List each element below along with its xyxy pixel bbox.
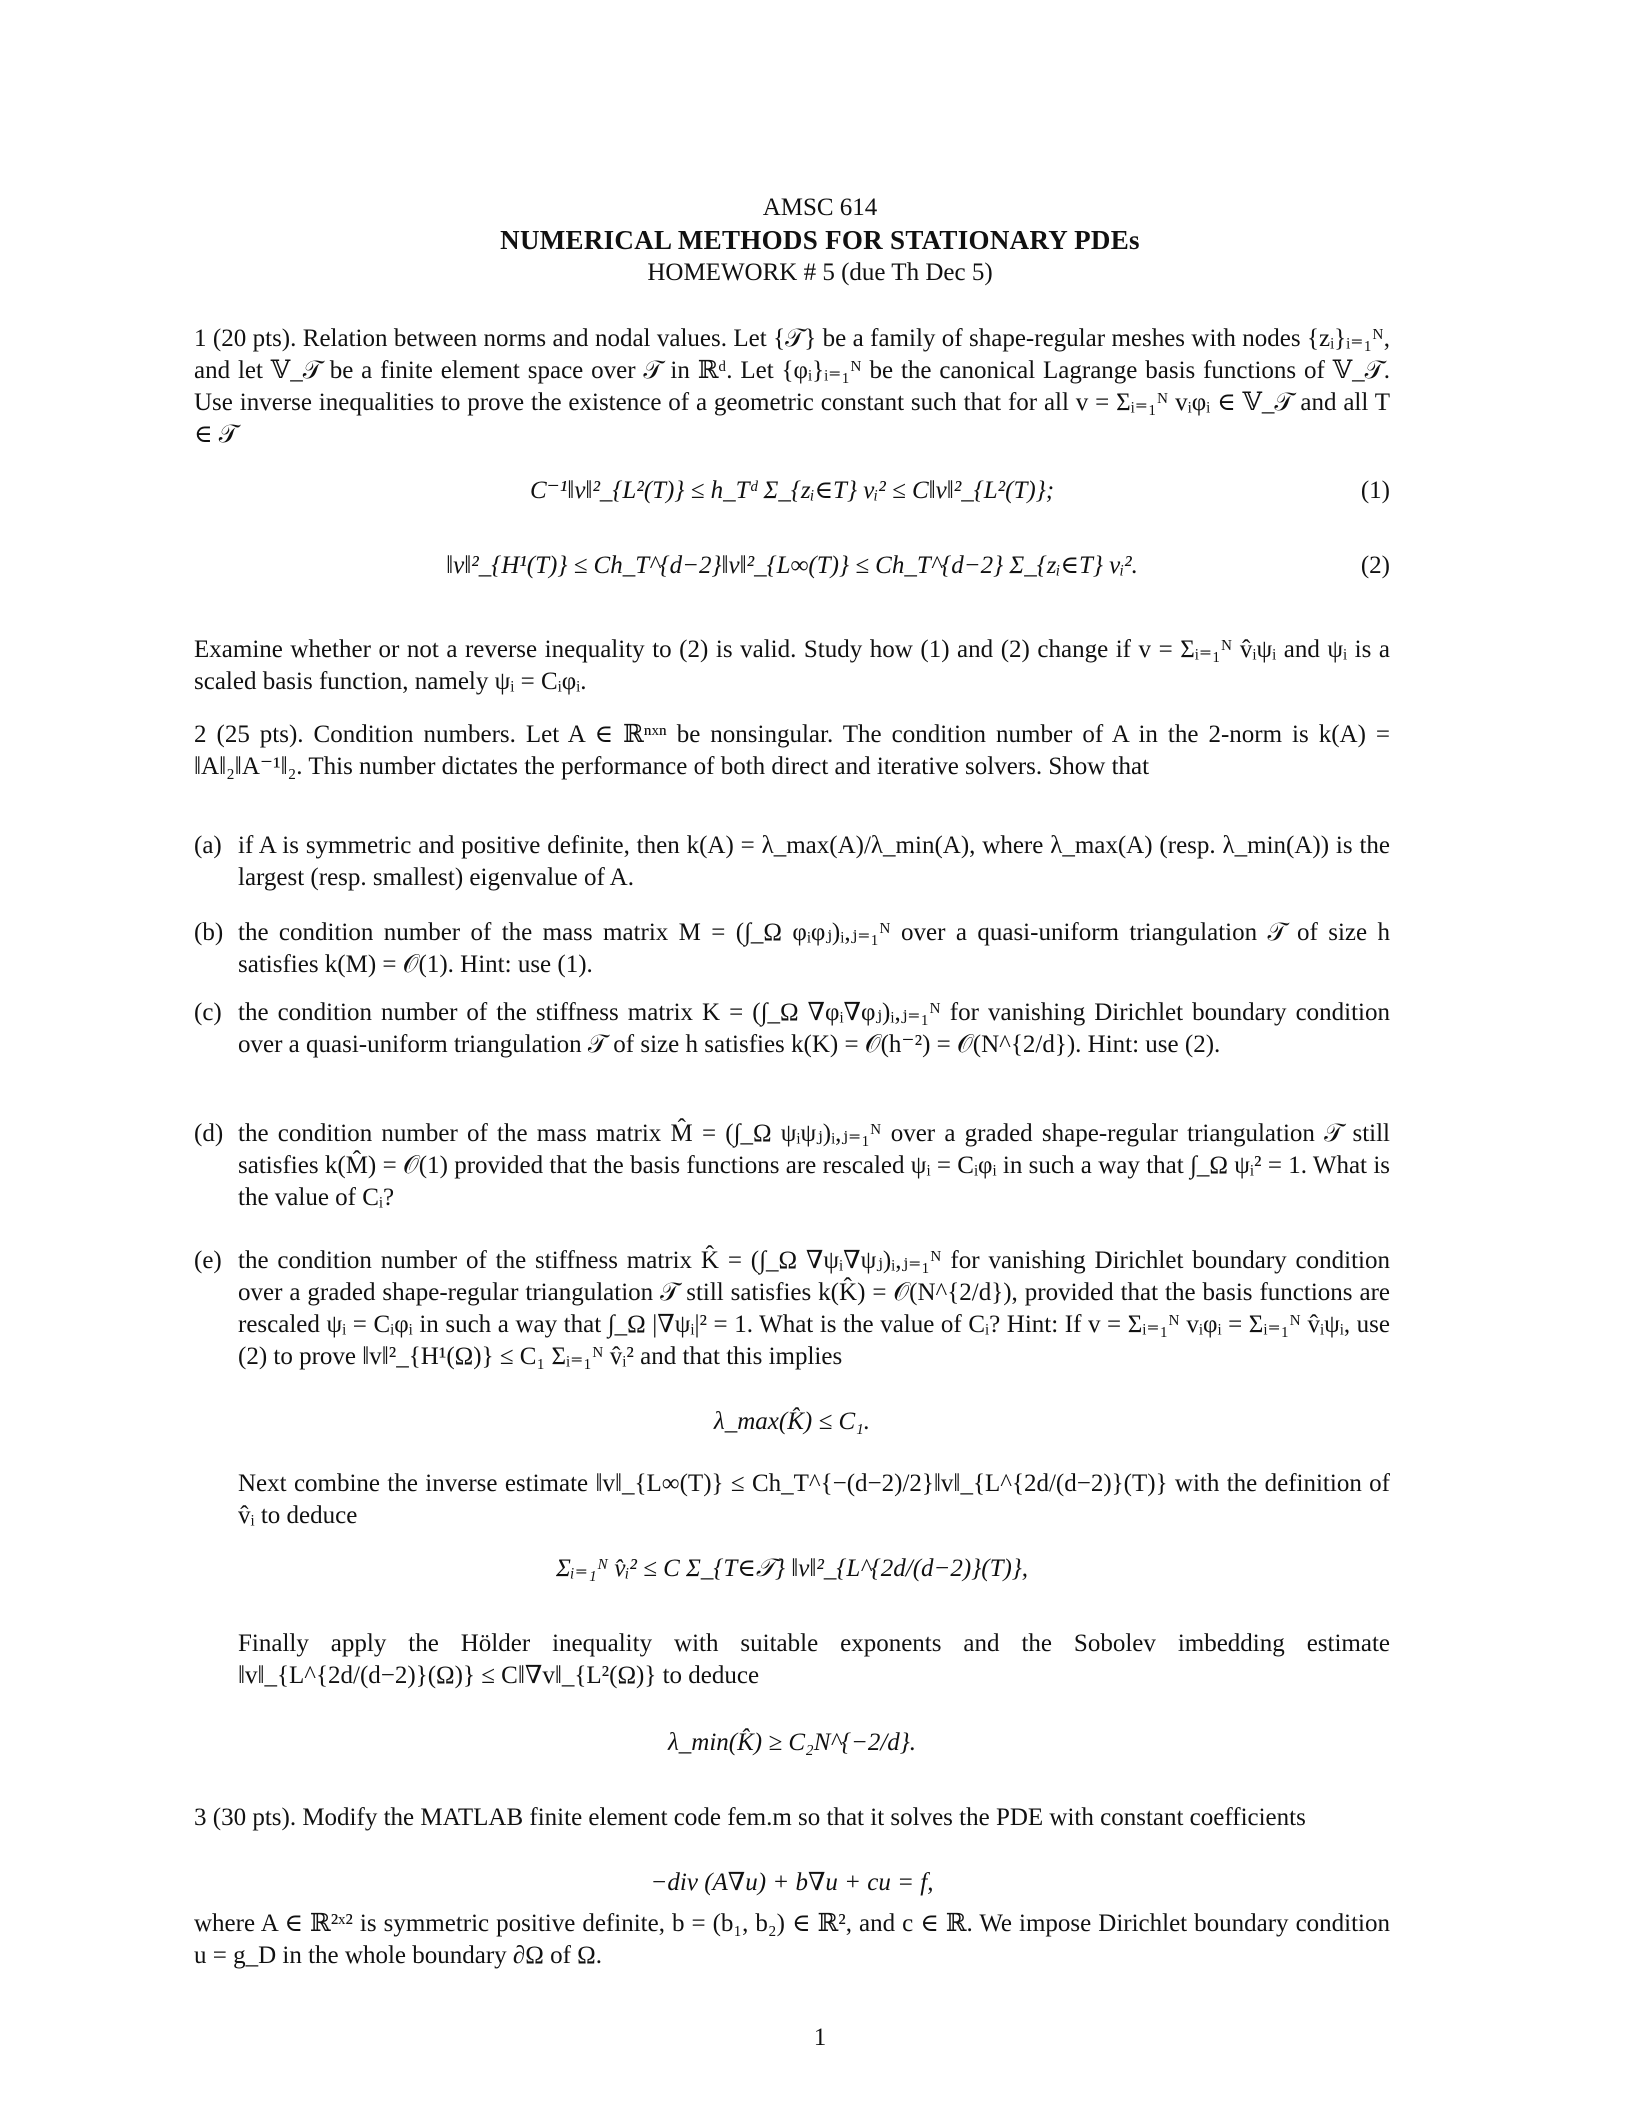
part-d-label: (d) xyxy=(194,1120,224,1147)
part-c-label: (c) xyxy=(194,999,222,1026)
page-number: 1 xyxy=(813,2024,827,2051)
part-a-label: (a) xyxy=(194,832,222,859)
equation-1: C⁻¹‖v‖²_{L²(T)} ≤ h_Tᵈ Σ_{zᵢ∈T} vᵢ² ≤ C‖v‖²_{L²(T)}; xyxy=(529,477,1055,504)
problem-2-part-a xyxy=(194,830,1390,894)
problem-3-followup: where A ∈ ℝ²ˣ² is symmetric positive definite, b = (b₁, b₂) ∈ ℝ², and c ∈ ℝ. We impose Dirichlet boundary condition u = g_D in the whole boundary ∂Ω of Ω. xyxy=(194,1910,1390,1969)
part-e-text: the condition number of the stiffness matrix K̂ = (∫_Ω ∇ψᵢ∇ψⱼ)ᵢ,ⱼ₌₁ᴺ for vanishing Dirichlet boundary condition over a graded shape-regular triangulation 𝒯 still satisfies k(K̂) = 𝒪(N^{2/d}), provided that the basis functions are rescaled ψᵢ = Cᵢφᵢ in such a way that ∫_Ω |∇ψᵢ|² = 1. What is the value of Cᵢ? Hint: If v = Σᵢ₌₁ᴺ vᵢφᵢ = Σᵢ₌₁ᴺ v̂ᵢψᵢ, use (2) to prove ‖v‖²_{H¹(Ω)} ≤ C₁ Σᵢ₌₁ᴺ v̂ᵢ² and that this implies xyxy=(238,1247,1390,1370)
part-a-text: if A is symmetric and positive definite, then k(A) = λ_max(A)/λ_min(A), where λ_max(A) (resp. λ_min(A)) is the largest (resp. smallest) eigenvalue of A. xyxy=(238,832,1390,891)
problem-2-intro: 2 (25 pts). Condition numbers. Let A ∈ ℝⁿˣⁿ be nonsingular. The condition number of A in the 2-norm is k(A) = ‖A‖₂‖A⁻¹‖₂. This number dictates the performance of both direct and iterative solvers. Show that xyxy=(194,721,1390,780)
homework-line: HOMEWORK # 5 (due Th Dec 5) xyxy=(647,259,993,286)
problem-1-followup: Examine whether or not a reverse inequality to (2) is valid. Study how (1) and (2) change if v = Σᵢ₌₁ᴺ v̂ᵢψᵢ and ψᵢ is a scaled basis function, namely ψᵢ = Cᵢφᵢ. xyxy=(194,636,1390,695)
equation-1-number: (1) xyxy=(1360,477,1390,504)
document-title: NUMERICAL METHODS FOR STATIONARY PDEs xyxy=(500,225,1140,255)
part-e-next-step: Next combine the inverse estimate ‖v‖_{L∞(T)} ≤ Ch_T^{−(d−2)/2}‖v‖_{L^{2d/(d−2)}(T)} with the definition of v̂ᵢ to deduce xyxy=(238,1470,1390,1529)
problem-2-part-b xyxy=(194,917,1390,981)
problem-1-intro: 1 (20 pts). Relation between norms and nodal values. Let {𝒯} be a family of shape-regular meshes with nodes {zᵢ}ᵢ₌₁ᴺ, and let 𝕍_𝒯 be a finite element space over 𝒯 in ℝᵈ. Let {φᵢ}ᵢ₌₁ᴺ be the canonical Lagrange basis functions of 𝕍_𝒯. Use inverse inequalities to prove the existence of a geometric constant such that for all v = Σᵢ₌₁ᴺ vᵢφᵢ ∈ 𝕍_𝒯 and all T ∈ 𝒯 xyxy=(194,325,1390,448)
course-code: AMSC 614 xyxy=(762,194,878,221)
problem-2-part-c xyxy=(194,997,1390,1061)
problem-2-part-e xyxy=(194,1245,1390,1373)
problem-3-intro: 3 (30 pts). Modify the MATLAB finite element code fem.m so that it solves the PDE with constant coefficients xyxy=(194,1804,1306,1831)
part-c-text: the condition number of the stiffness matrix K = (∫_Ω ∇φᵢ∇φⱼ)ᵢ,ⱼ₌₁ᴺ for vanishing Dirichlet boundary condition over a quasi-uniform triangulation 𝒯 of size h satisfies k(K) = 𝒪(h⁻²) = 𝒪(N^{2/d}). Hint: use (2). xyxy=(238,999,1390,1058)
problem-2-part-d xyxy=(194,1118,1390,1214)
part-e-label: (e) xyxy=(194,1247,222,1274)
part-e-final-step: Finally apply the Hölder inequality with suitable exponents and the Sobolev imbedding estimate ‖v‖_{L^{2d/(d−2)}(Ω)} ≤ C‖∇v‖_{L²(Ω)} to deduce xyxy=(238,1630,1390,1689)
equation-sum-bound: Σᵢ₌₁ᴺ v̂ᵢ² ≤ C Σ_{T∈𝒯} ‖v‖²_{L^{2d/(d−2)}(T)}, xyxy=(555,1555,1029,1582)
part-b-text: the condition number of the mass matrix M = (∫_Ω φᵢφⱼ)ᵢ,ⱼ₌₁ᴺ over a quasi-uniform triangulation 𝒯 of size h satisfies k(M) = 𝒪(1). Hint: use (1). xyxy=(238,919,1390,978)
equation-2: ‖v‖²_{H¹(T)} ≤ Ch_T^{d−2}‖v‖²_{L∞(T)} ≤ Ch_T^{d−2} Σ_{zᵢ∈T} vᵢ². xyxy=(446,552,1138,579)
equation-lambda-min: λ_min(K̂) ≥ C₂N^{−2/d}. xyxy=(667,1729,917,1756)
equation-2-number: (2) xyxy=(1360,552,1390,579)
equation-pde: −div (A∇u) + b∇u + cu = f, xyxy=(650,1869,934,1896)
part-d-text: the condition number of the mass matrix M̂ = (∫_Ω ψᵢψⱼ)ᵢ,ⱼ₌₁ᴺ over a graded shape-regular triangulation 𝒯 still satisfies k(M̂) = 𝒪(1) provided that the basis functions are rescaled ψᵢ = Cᵢφᵢ in such a way that ∫_Ω ψᵢ² = 1. What is the value of Cᵢ? xyxy=(238,1120,1390,1211)
part-b-label: (b) xyxy=(194,919,224,946)
equation-lambda-max: λ_max(K̂) ≤ C₁. xyxy=(713,1408,871,1435)
